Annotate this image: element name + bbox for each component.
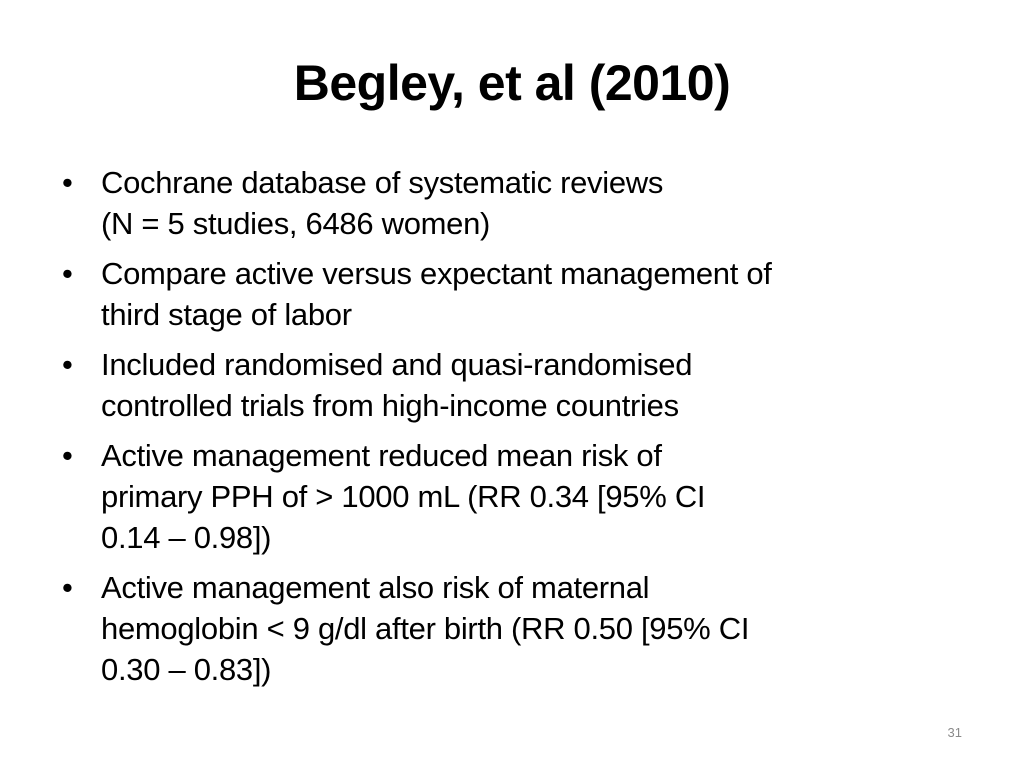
bullet-item bbox=[60, 435, 980, 558]
bullet-icon: • bbox=[62, 256, 73, 291]
bullet-text-line: Active management reduced mean risk of bbox=[101, 438, 662, 473]
bullet-text-line: Compare active versus expectant management of bbox=[101, 256, 772, 291]
bullet-icon: • bbox=[62, 570, 73, 605]
slide-title: Begley, et al (2010) bbox=[293, 55, 731, 111]
bullet-text-line: third stage of labor bbox=[101, 297, 352, 332]
bullet-text-line: 0.30 – 0.83]) bbox=[101, 652, 272, 687]
bullet-text-line: controlled trials from high-income countries bbox=[101, 388, 679, 423]
bullet-text-line: (N = 5 studies, 6486 women) bbox=[101, 206, 491, 241]
bullet-text-line: Cochrane database of systematic reviews bbox=[101, 165, 664, 200]
bullet-item bbox=[60, 253, 980, 335]
bullet-text-line: Included randomised and quasi-randomised bbox=[101, 347, 693, 382]
slide-number: 31 bbox=[947, 725, 962, 740]
bullet-text-line: 0.14 – 0.98]) bbox=[101, 520, 272, 555]
bullet-icon: • bbox=[62, 347, 73, 382]
bullet-item bbox=[60, 344, 980, 426]
bullet-list bbox=[60, 162, 980, 699]
bullet-text-line: Active management also risk of maternal bbox=[101, 570, 650, 605]
bullet-item bbox=[60, 567, 980, 690]
bullet-icon: • bbox=[62, 165, 73, 200]
bullet-text-line: primary PPH of > 1000 mL (RR 0.34 [95% CI bbox=[101, 479, 706, 514]
bullet-icon: • bbox=[62, 438, 73, 473]
bullet-text-line: hemoglobin < 9 g/dl after birth (RR 0.50 [95% CI bbox=[101, 611, 750, 646]
bullet-item bbox=[60, 162, 980, 244]
